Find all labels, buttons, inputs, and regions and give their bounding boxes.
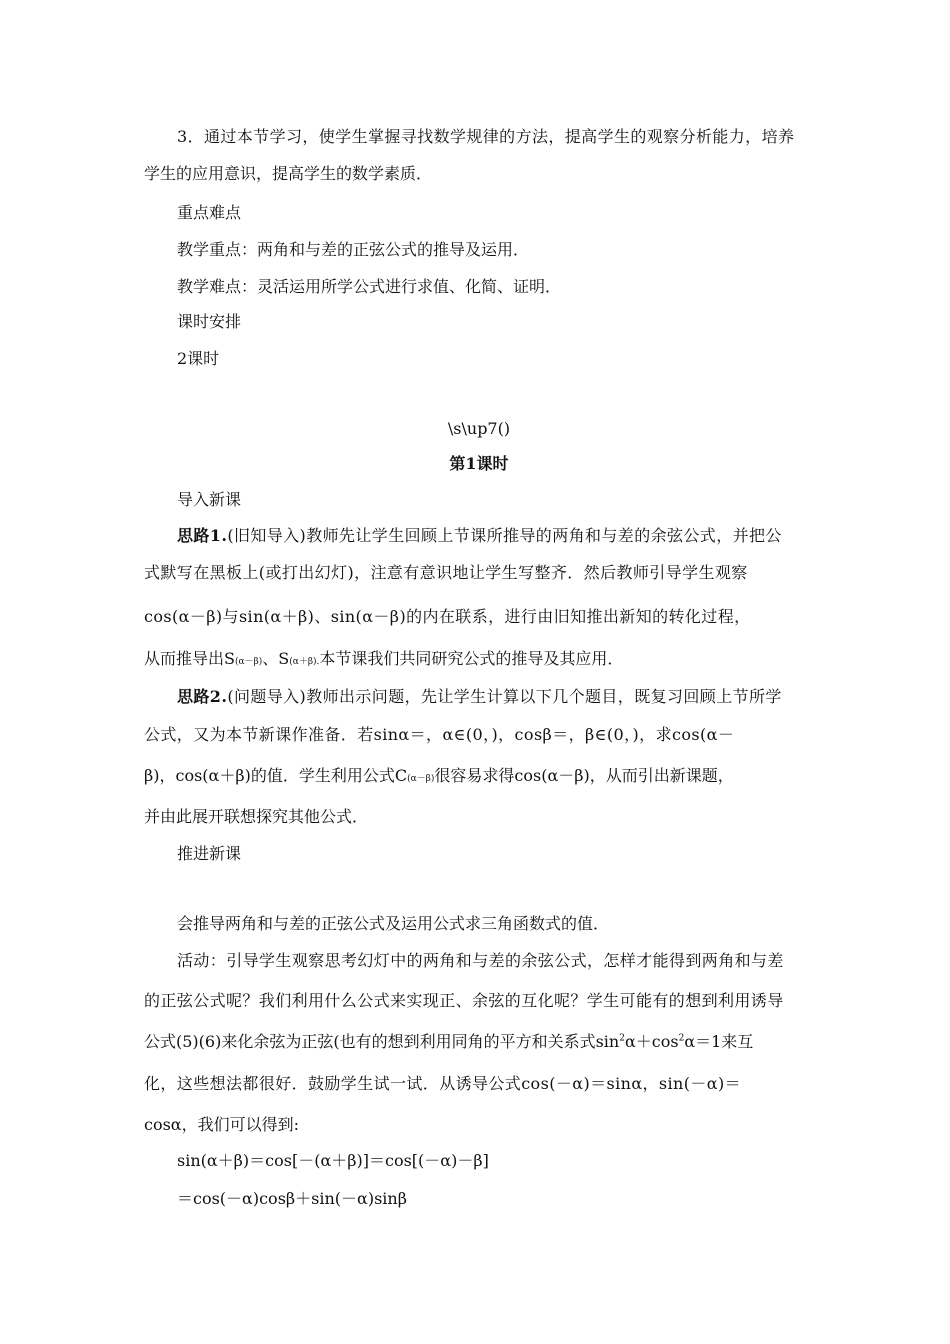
- equation-line-1: sin(α＋β)＝cos[－(α＋β)]＝cos[(－α)－β]: [177, 1151, 489, 1170]
- idea-1-line-1: [177, 525, 814, 547]
- idea-2-line-3-b: 很容易求得cos(α－β)，从而引出新课题，: [434, 766, 734, 785]
- idea-2-line-1: [177, 686, 814, 708]
- activity-line-3-a: 公式(5)(6)来化余弦为正弦(也有的想到利用同角的平方和关系式sin: [144, 1032, 620, 1051]
- activity-line-4: 化，这些想法都很好．鼓励学生试一试．从诱导公式cos(－α)＝sinα，sin(－α)＝: [144, 1074, 742, 1093]
- idea-2-label: 思路2.: [177, 687, 228, 706]
- idea-1-line-4-a: 从而推导出S: [144, 649, 235, 668]
- idea-2-text: (问题导入)教师出示问题，先让学生计算以下几个题目，既复习回顾上节所学: [227, 687, 782, 706]
- idea-1-line-4-c: 本节课我们共同研究公式的推导及其应用．: [319, 649, 624, 668]
- advance-heading: 推进新课: [177, 844, 242, 863]
- activity-line-3-b: α＋cos: [624, 1032, 679, 1051]
- teaching-difficulty: 教学难点：灵活运用所学公式进行求值、化简、证明．: [177, 277, 562, 296]
- activity-line-3: [144, 1031, 814, 1053]
- formula-subscript: (α－β): [234, 657, 263, 667]
- activity-line-5: cosα，我们可以得到:: [144, 1115, 300, 1134]
- idea-1-text: (旧知导入)教师先让学生回顾上节课所推导的两角和与差的余弦公式，并把公: [227, 526, 782, 545]
- objective-3-line-1: 3．通过本节学习，使学生掌握寻找数学规律的方法，提高学生的观察分析能力，培养: [177, 127, 795, 146]
- idea-1-line-4-b: 、S: [262, 649, 290, 668]
- activity-line-3-c: α＝1来互: [684, 1032, 754, 1051]
- idea-2-line-3-a: β)，cos(α＋β)的值．学生利用公式C: [144, 766, 408, 785]
- schedule-value: 2课时: [177, 349, 220, 368]
- exponent: 2: [619, 1033, 625, 1044]
- intro-new-heading: 导入新课: [177, 490, 242, 509]
- lesson-title: 第1课时: [449, 454, 509, 473]
- field-code: \s\up7(): [447, 419, 511, 438]
- idea-1-label: 思路1.: [177, 526, 228, 545]
- exponent: 2: [678, 1033, 685, 1044]
- key-points-heading: 重点难点: [177, 203, 242, 222]
- idea-1-line-2: 式默写在黑板上(或打出幻灯)，注意有意识地让学生写整齐．然后教师引导学生观察: [144, 563, 748, 582]
- idea-1-line-4: [144, 648, 814, 670]
- teaching-focus: 教学重点：两角和与差的正弦公式的推导及运用．: [177, 240, 530, 259]
- schedule-heading: 课时安排: [177, 312, 242, 331]
- activity-line-1: 活动：引导学生观察思考幻灯中的两角和与差的余弦公式，怎样才能得到两角和与差: [177, 951, 784, 970]
- activity-line-2: 的正弦公式呢？我们利用什么公式来实现正、余弦的互化呢？学生可能有的想到利用诱导: [144, 991, 784, 1010]
- formula-subscript: (α＋β).: [289, 657, 320, 667]
- formula-subscript: (α－β): [407, 774, 435, 784]
- idea-1-line-3: cos(α－β)与sin(α＋β)、sin(α－β)的内在联系，进行由旧知推出新知的转化过程，: [144, 607, 751, 626]
- equation-line-2: ＝cos(－α)cosβ＋sin(－α)sinβ: [177, 1189, 407, 1208]
- lesson-goal: 会推导两角和与差的正弦公式及运用公式求三角函数式的值．: [177, 914, 610, 933]
- objective-3-line-2: 学生的应用意识，提高学生的数学素质．: [144, 164, 433, 183]
- idea-2-line-2: 公式，又为本节新课作准备．若sinα＝，α∈(0，)，cosβ＝，β∈(0，)，求cos(α－: [144, 725, 735, 744]
- idea-2-line-4: 并由此展开联想探究其他公式．: [144, 807, 369, 826]
- idea-2-line-3: [144, 765, 814, 787]
